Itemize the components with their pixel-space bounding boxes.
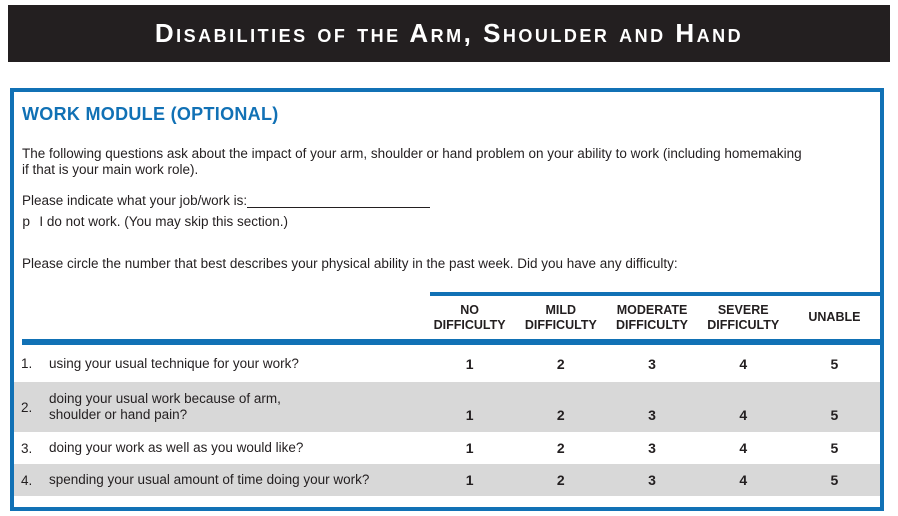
question-number: 1.: [21, 356, 33, 371]
table-row-2: [14, 382, 880, 432]
question-number: 2.: [21, 399, 33, 415]
response-option-2[interactable]: 2: [556, 355, 565, 372]
table-row-3: [14, 432, 880, 464]
intro-line-1: The following questions ask about the impact of your arm, shoulder or hand problem on your ability to work (including homemaking: [22, 146, 802, 161]
column-header-line: NO: [460, 302, 479, 317]
table-row-1: [14, 345, 880, 382]
response-option-2[interactable]: 2: [556, 472, 565, 488]
response-option-1[interactable]: 1: [465, 355, 474, 372]
job-prompt-label: Please indicate what your job/work is:: [22, 193, 248, 208]
response-option-5[interactable]: 5: [830, 440, 839, 456]
response-option-1[interactable]: 1: [465, 407, 474, 423]
response-option-1[interactable]: 1: [465, 440, 474, 456]
do-not-work-label: I do not work. (You may skip this section.): [39, 214, 289, 229]
response-option-3[interactable]: 3: [648, 355, 656, 372]
work-module-panel: [10, 88, 884, 511]
question-table: [14, 345, 880, 496]
intro-line-2: if that is your main work role).: [22, 162, 199, 177]
scale-column-headers: [424, 296, 880, 339]
section-title: WORK MODULE (OPTIONAL): [22, 104, 279, 124]
question-number: 4.: [21, 472, 33, 488]
response-option-2[interactable]: 2: [556, 440, 565, 456]
response-option-3[interactable]: 3: [648, 472, 656, 488]
response-option-4[interactable]: 4: [739, 355, 748, 372]
column-header-mild-difficulty: [515, 296, 606, 339]
response-options: [424, 473, 880, 487]
intro-text: [22, 146, 802, 178]
column-header-moderate-difficulty: [606, 296, 697, 339]
response-option-4[interactable]: 4: [739, 472, 748, 488]
job-answer-blank[interactable]: [247, 194, 430, 208]
response-options: [424, 357, 880, 371]
question-text: [49, 472, 424, 488]
response-option-1[interactable]: 1: [465, 472, 474, 488]
do-not-work-line: [22, 214, 288, 231]
column-header-unable: [789, 296, 880, 339]
response-option-3[interactable]: 3: [648, 407, 656, 423]
column-header-line: SEVERE: [717, 302, 769, 317]
response-option-2[interactable]: 2: [556, 407, 565, 423]
job-prompt-line: [22, 193, 430, 208]
work-module-panel-body: [14, 92, 880, 507]
column-header-line: MODERATE: [616, 302, 688, 317]
response-option-4[interactable]: 4: [739, 407, 748, 423]
column-header-line: UNABLE: [808, 310, 861, 324]
form-banner-title: Disabilities of the Arm, Shoulder and Hand: [154, 18, 744, 48]
column-header-line: DIFFICULTY: [707, 317, 780, 332]
column-header-no-difficulty: [424, 296, 515, 339]
question-text-line: spending your usual amount of time doing your work?: [49, 472, 370, 487]
question-text: [49, 391, 424, 423]
response-option-5[interactable]: 5: [830, 407, 839, 423]
do-not-work-checkbox[interactable]: p: [22, 215, 31, 231]
response-options: [424, 441, 880, 455]
response-option-4[interactable]: 4: [739, 440, 748, 456]
form-banner: [8, 5, 890, 62]
question-text: [49, 356, 424, 372]
response-option-5[interactable]: 5: [830, 472, 839, 488]
question-text-line: doing your work as well as you would like?: [49, 440, 304, 455]
question-text-line: doing your usual work because of arm,: [49, 391, 281, 406]
table-row-4: [14, 464, 880, 496]
column-header-line: MILD: [545, 302, 577, 317]
question-text-line: using your usual technique for your work?: [49, 355, 299, 371]
circle-instruction: Please circle the number that best describes your physical ability in the past week. Did you have any difficulty:: [22, 256, 678, 271]
question-text: [49, 440, 424, 456]
column-header-severe-difficulty: [698, 296, 789, 339]
column-header-line: DIFFICULTY: [524, 317, 597, 332]
response-option-5[interactable]: 5: [830, 355, 839, 372]
question-number: 3.: [21, 440, 33, 456]
column-header-line: DIFFICULTY: [433, 317, 506, 332]
question-text-line: shoulder or hand pain?: [49, 407, 188, 422]
column-header-line: DIFFICULTY: [616, 317, 688, 332]
response-options: [424, 408, 880, 422]
response-option-3[interactable]: 3: [648, 440, 656, 456]
